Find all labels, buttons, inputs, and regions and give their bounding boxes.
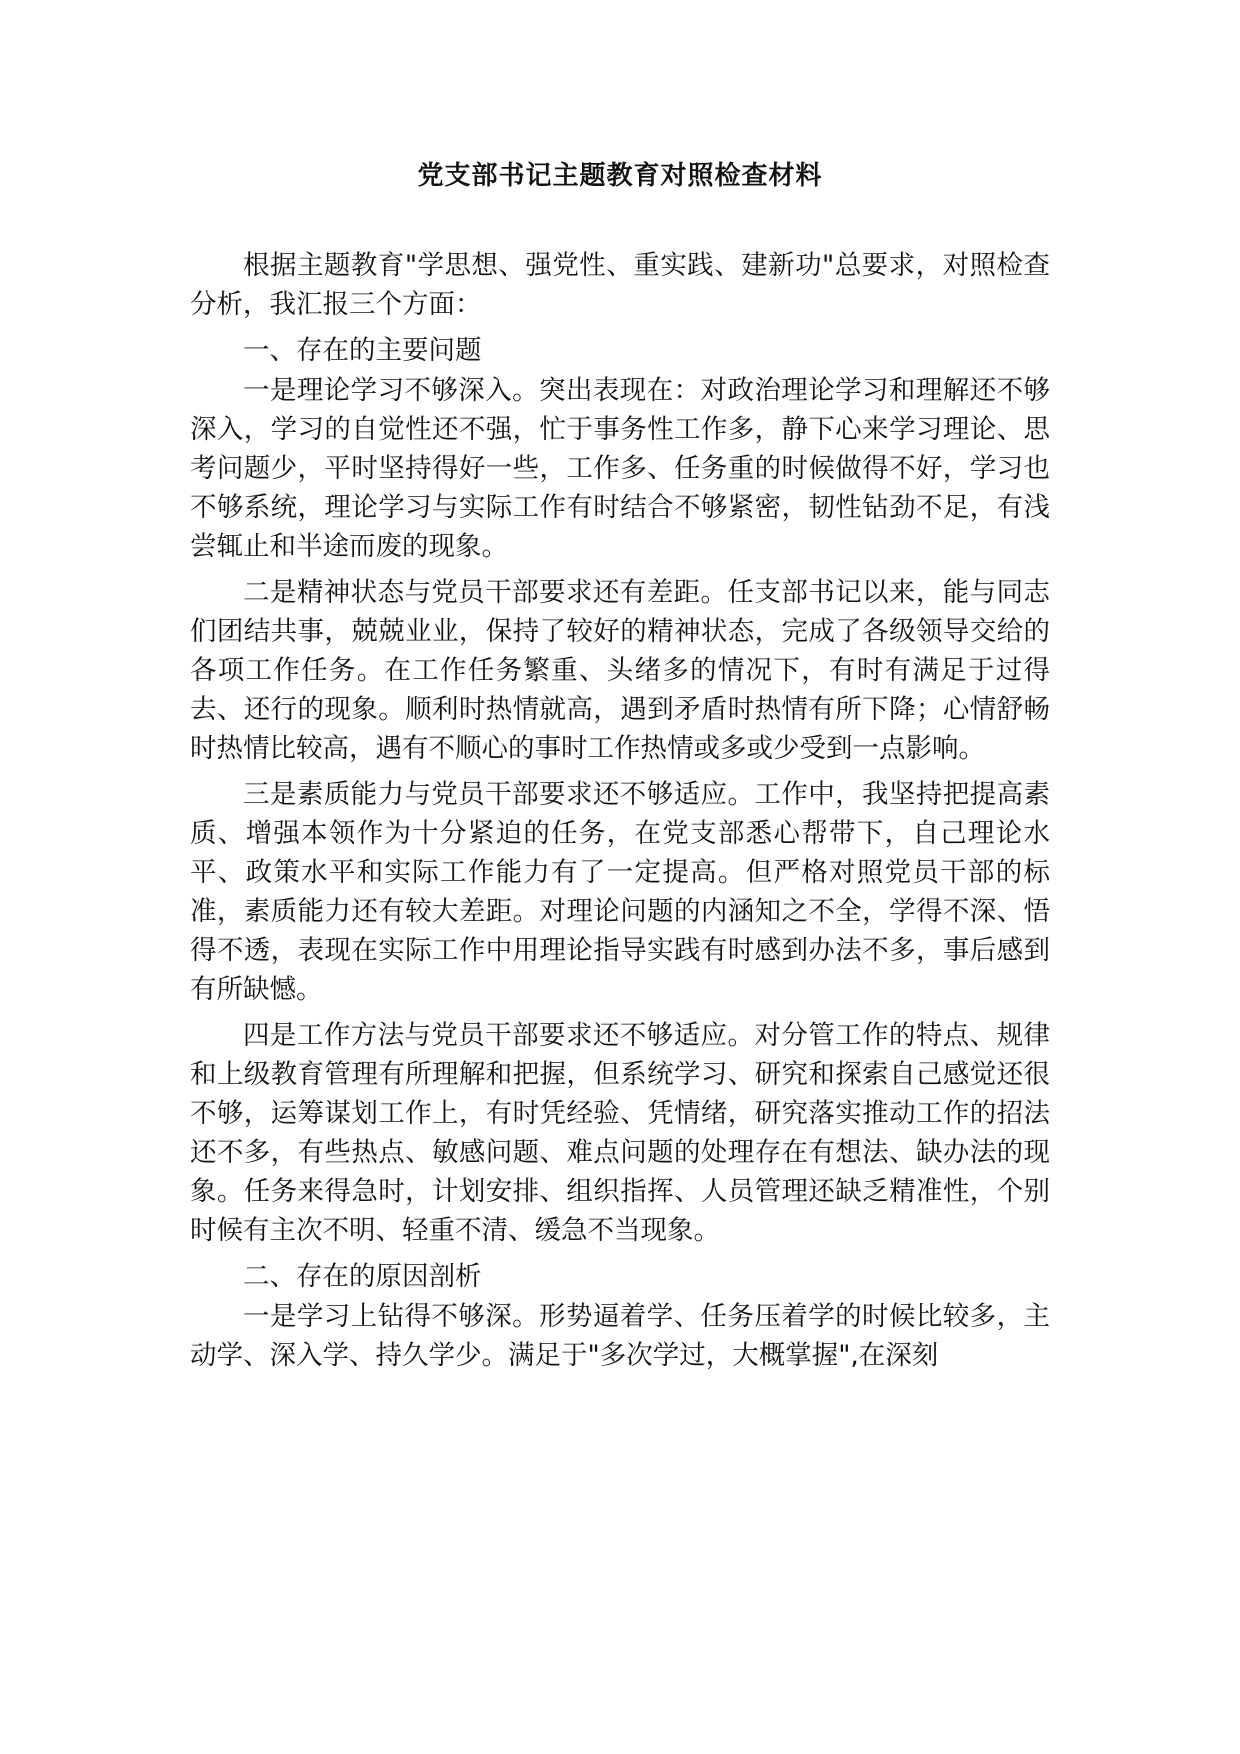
document-body (190, 246, 1050, 1375)
section-heading-cause-analysis: 二、存在的原因剖析 (243, 1261, 482, 1292)
problem-paragraph-2: 二是精神状态与党员干部要求还有差距。任支部书记以来，能与同志们团结共事，兢兢业业，保持了较好的精神状态，完成了各级领导交给的各项工作任务。在工作任务繁重、头绪多的情况下，有时有满足于过得去、还行的现象。顺利时热情就高，遇到矛盾时热情有所下降；心情舒畅时热情比较高，遇有不顺心的事时工作热情或多或少受到一点影响。 (190, 577, 1050, 764)
intro-paragraph: 根据主题教育"学思想、强党性、重实践、建新功"总要求，对照检查分析，我汇报三个方面： (190, 250, 1050, 320)
document-title: 党支部书记主题教育对照检查材料 (417, 161, 823, 191)
problem-paragraph-4: 四是工作方法与党员干部要求还不够适应。对分管工作的特点、规律和上级教育管理有所理解和把握，但系统学习、研究和探索自己感觉还很不够，运筹谋划工作上，有时凭经验、凭情绪，研究落实推动工作的招法还不多，有些热点、敏感问题、难点问题的处理存在有想法、缺办法的现象。任务来得急时，计划安排、组织指挥、人员管理还缺乏精准性，个别时候有主次不明、轻重不清、缓急不当现象。 (190, 1020, 1050, 1246)
problem-paragraph-3: 三是素质能力与党员干部要求还不够适应。工作中，我坚持把提高素质、增强本领作为十分紧迫的任务，在党支部悉心帮带下，自己理论水平、政策水平和实际工作能力有了一定提高。但严格对照党员干部的标准，素质能力还有较大差距。对理论问题的内涵知之不全，学得不深、悟得不透，表现在实际工作中用理论指导实践有时感到办法不多，事后感到有所缺憾。 (190, 779, 1050, 1005)
section-heading-main-problems: 一、存在的主要问题 (243, 335, 482, 366)
cause-paragraph-1: 一是学习上钻得不够深。形势逼着学、任务压着学的时候比较多，主动学、深入学、持久学少。满足于"多次学过，大概掌握",在深刻 (190, 1301, 1050, 1371)
problem-paragraph-1: 一是理论学习不够深入。突出表现在：对政治理论学习和理解还不够深入，学习的自觉性还不强，忙于事务性工作多，静下心来学习理论、思考问题少，平时坚持得好一些，工作多、任务重的时候做得不好，学习也不够系统，理论学习与实际工作有时结合不够紧密，韧性钻劲不足，有浅尝辄止和半途而废的现象。 (190, 375, 1050, 562)
